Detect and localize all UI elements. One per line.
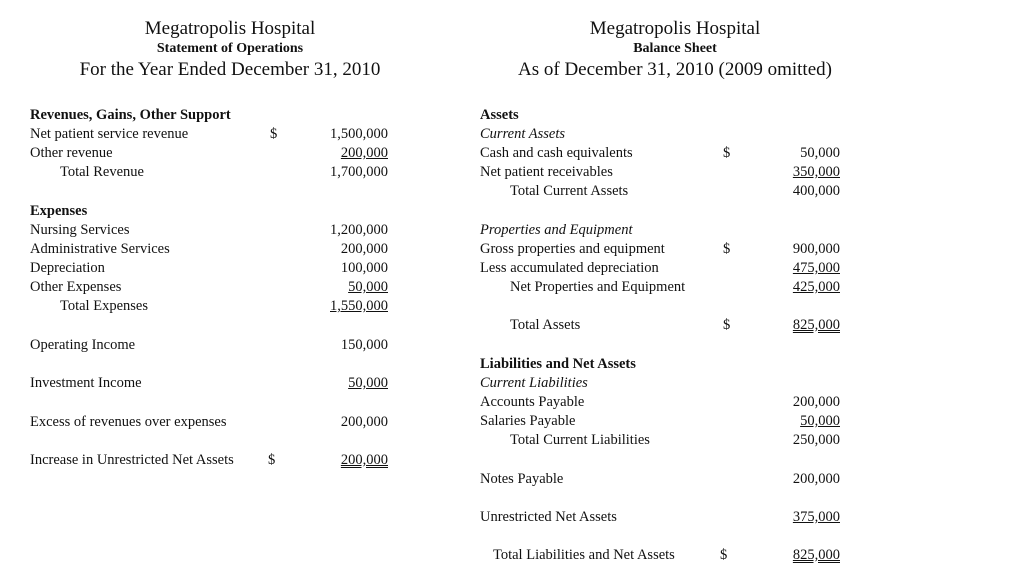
line-label: Total Current Liabilities — [510, 432, 650, 448]
line-value: 350,000 — [792, 164, 840, 180]
line-operating-income — [30, 336, 400, 354]
line-value: 900,000 — [792, 241, 840, 257]
line-label: Salaries Payable — [480, 413, 576, 429]
line-label: Increase in Unrestricted Net Assets — [30, 452, 234, 468]
line-value: 200,000 — [340, 452, 388, 468]
line-other-revenue — [30, 144, 400, 162]
line-accounts-payable — [480, 393, 850, 411]
line-total-expenses — [30, 297, 400, 315]
line-net-patient-receivables — [480, 163, 850, 181]
operations-period: For the Year Ended December 31, 2010 — [79, 59, 381, 80]
dollar-sign: $ — [720, 547, 728, 563]
line-label: Accounts Payable — [480, 394, 585, 410]
balance-sheet-title: Balance Sheet — [633, 41, 717, 56]
current-liabilities-heading-row — [480, 374, 850, 392]
line-value: 1,200,000 — [330, 222, 388, 238]
line-value: 200,000 — [340, 145, 388, 161]
line-gross-ppe — [480, 240, 850, 258]
line-nursing-services — [30, 221, 400, 239]
line-label: Total Liabilities and Net Assets — [493, 547, 675, 563]
line-administrative-services — [30, 240, 400, 258]
line-increase-net-assets — [30, 451, 400, 469]
line-cash — [480, 144, 850, 162]
line-total-current-assets — [480, 182, 850, 200]
line-label: Cash and cash equivalents — [480, 145, 633, 161]
line-value: 50,000 — [800, 145, 840, 161]
line-label: Excess of revenues over expenses — [30, 414, 227, 430]
line-other-expenses — [30, 278, 400, 296]
assets-heading: Assets — [480, 107, 519, 123]
line-value: 425,000 — [792, 279, 840, 295]
line-value: 150,000 — [340, 337, 388, 353]
line-value: 825,000 — [792, 547, 840, 563]
line-value: 1,700,000 — [330, 164, 388, 180]
line-value: 200,000 — [792, 471, 840, 487]
ppe-heading: Properties and Equipment — [480, 222, 633, 238]
assets-heading-row — [480, 106, 850, 124]
line-label: Depreciation — [30, 260, 105, 276]
line-excess-revenues — [30, 413, 400, 431]
line-depreciation — [30, 259, 400, 277]
line-value: 200,000 — [340, 241, 388, 257]
expenses-heading: Expenses — [30, 203, 88, 219]
operations-hospital-name: Megatropolis Hospital — [144, 18, 316, 39]
dollar-sign: $ — [723, 145, 731, 161]
line-value: 825,000 — [792, 317, 840, 333]
dollar-sign: $ — [723, 241, 731, 257]
current-liabilities-heading: Current Liabilities — [480, 375, 588, 391]
line-label: Nursing Services — [30, 222, 130, 238]
line-value: 50,000 — [348, 375, 388, 391]
line-label: Gross properties and equipment — [480, 241, 665, 257]
line-label: Operating Income — [30, 337, 136, 353]
balance-sheet-period: As of December 31, 2010 (2009 omitted) — [518, 59, 832, 80]
liabilities-heading: Liabilities and Net Assets — [480, 356, 636, 372]
line-unrestricted-net-assets — [480, 508, 850, 526]
balance-sheet-hospital-name: Megatropolis Hospital — [589, 18, 761, 39]
liabilities-heading-row — [480, 355, 850, 373]
line-value: 100,000 — [340, 260, 388, 276]
line-investment-income — [30, 374, 400, 392]
line-total-revenue — [30, 163, 400, 181]
line-value: 1,500,000 — [330, 126, 388, 142]
line-net-patient-service-revenue — [30, 125, 400, 143]
revenues-heading: Revenues, Gains, Other Support — [30, 107, 231, 123]
line-accumulated-depreciation — [480, 259, 850, 277]
line-total-current-liabilities — [480, 431, 850, 449]
line-label: Other Expenses — [30, 279, 122, 295]
line-label: Net patient service revenue — [30, 126, 189, 142]
line-label: Net Properties and Equipment — [510, 279, 686, 295]
line-total-assets — [480, 316, 850, 334]
line-value: 50,000 — [348, 279, 388, 295]
operations-statement-title: Statement of Operations — [156, 41, 304, 56]
line-value: 400,000 — [792, 183, 840, 199]
line-value: 475,000 — [792, 260, 840, 276]
dollar-sign: $ — [723, 317, 731, 333]
dollar-sign: $ — [270, 126, 278, 142]
line-salaries-payable — [480, 412, 850, 430]
line-label: Unrestricted Net Assets — [480, 509, 617, 525]
dollar-sign: $ — [268, 452, 276, 468]
line-label: Investment Income — [30, 375, 142, 391]
line-value: 200,000 — [792, 394, 840, 410]
line-value: 375,000 — [792, 509, 840, 525]
expenses-heading-row — [30, 202, 400, 220]
ppe-heading-row — [480, 221, 850, 239]
line-notes-payable — [480, 470, 850, 488]
balance-sheet-header — [490, 18, 860, 82]
line-value: 50,000 — [800, 413, 840, 429]
line-value: 200,000 — [340, 414, 388, 430]
line-label: Less accumulated depreciation — [480, 260, 659, 276]
line-label: Total Current Assets — [510, 183, 629, 199]
line-label: Total Expenses — [60, 298, 148, 314]
line-label: Total Assets — [510, 317, 581, 333]
line-label: Total Revenue — [60, 164, 144, 180]
line-label: Other revenue — [30, 145, 113, 161]
line-value: 1,550,000 — [330, 298, 388, 314]
current-assets-heading: Current Assets — [480, 126, 565, 142]
current-assets-heading-row — [480, 125, 850, 143]
operations-header — [40, 18, 420, 82]
line-total-liabilities-net-assets — [480, 546, 850, 564]
revenues-heading-row — [30, 106, 400, 124]
line-label: Net patient receivables — [480, 164, 613, 180]
line-net-ppe — [480, 278, 850, 296]
line-label: Notes Payable — [480, 471, 564, 487]
line-value: 250,000 — [792, 432, 840, 448]
line-label: Administrative Services — [30, 241, 170, 257]
